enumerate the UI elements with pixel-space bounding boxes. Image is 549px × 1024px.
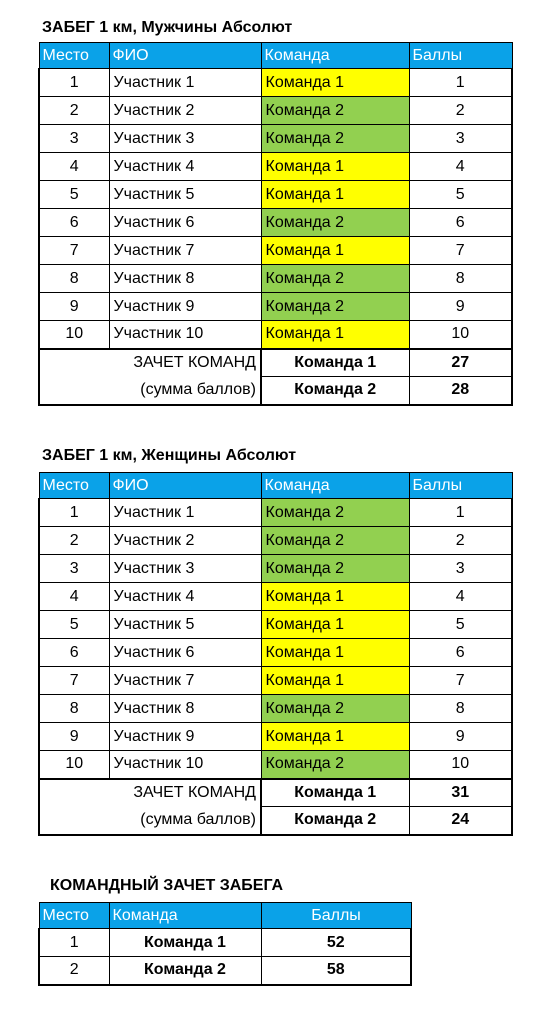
place-cell: 5 — [39, 611, 109, 639]
team-cell: Команда 2 — [261, 695, 409, 723]
place-cell: 9 — [39, 723, 109, 751]
points-cell: 10 — [409, 321, 512, 349]
table-row — [39, 153, 512, 181]
table1-title: ЗАБЕГ 1 км, Мужчины Абсолют — [42, 19, 293, 36]
place-cell: 3 — [39, 125, 109, 153]
participant-name: Участник 1 — [109, 69, 261, 97]
points-cell: 52 — [261, 929, 411, 957]
team-cell: Команда 1 — [261, 181, 409, 209]
participant-name: Участник 9 — [109, 723, 261, 751]
header-points: Баллы — [261, 903, 411, 929]
table-row — [39, 181, 512, 209]
team-cell: Команда 1 — [261, 321, 409, 349]
team-cell: Команда 1 — [261, 667, 409, 695]
participant-name: Участник 10 — [109, 751, 261, 779]
place-cell: 10 — [39, 751, 109, 779]
table-row — [39, 583, 512, 611]
summary-team: Команда 1 — [261, 779, 409, 807]
team-cell: Команда 2 — [261, 527, 409, 555]
points-cell: 2 — [409, 527, 512, 555]
header-place: Место — [39, 43, 109, 69]
summary-points: 28 — [409, 377, 512, 405]
table3-title: КОМАНДНЫЙ ЗАЧЕТ ЗАБЕГА — [50, 877, 284, 894]
points-cell: 58 — [261, 957, 411, 985]
place-cell: 7 — [39, 237, 109, 265]
place-cell: 8 — [39, 265, 109, 293]
table-row — [39, 265, 512, 293]
table-row — [39, 237, 512, 265]
summary-points: 24 — [409, 807, 512, 835]
participant-name: Участник 2 — [109, 527, 261, 555]
header-place: Место — [39, 473, 109, 499]
team-cell: Команда 2 — [261, 125, 409, 153]
points-cell: 3 — [409, 125, 512, 153]
table-header-row — [39, 473, 512, 499]
participant-name: Участник 4 — [109, 153, 261, 181]
header-name: ФИО — [109, 473, 261, 499]
team-cell: Команда 1 — [261, 611, 409, 639]
team-cell: Команда 2 — [261, 555, 409, 583]
place-cell: 3 — [39, 555, 109, 583]
participant-name: Участник 10 — [109, 321, 261, 349]
team-cell: Команда 1 — [109, 929, 261, 957]
points-cell: 9 — [409, 723, 512, 751]
participant-name: Участник 6 — [109, 639, 261, 667]
team-cell: Команда 2 — [261, 751, 409, 779]
participant-name: Участник 7 — [109, 237, 261, 265]
summary-row-1 — [39, 349, 512, 377]
team-cell: Команда 1 — [261, 583, 409, 611]
participant-name: Участник 4 — [109, 583, 261, 611]
table-row — [39, 125, 512, 153]
table-row — [39, 97, 512, 125]
points-cell: 1 — [409, 499, 512, 527]
place-cell: 9 — [39, 293, 109, 321]
table-row — [39, 321, 512, 349]
place-cell: 4 — [39, 153, 109, 181]
summary-row-1 — [39, 779, 512, 807]
table-row — [39, 209, 512, 237]
summary-label: ЗАЧЕТ КОМАНД — [39, 779, 261, 807]
table-row — [39, 957, 411, 985]
team-cell: Команда 2 — [261, 499, 409, 527]
participant-name: Участник 8 — [109, 265, 261, 293]
place-cell: 2 — [39, 957, 109, 985]
table-row — [39, 723, 512, 751]
summary-sublabel: (сумма баллов) — [39, 377, 261, 405]
header-points: Баллы — [409, 43, 512, 69]
points-cell: 3 — [409, 555, 512, 583]
table-row — [39, 751, 512, 779]
participant-name: Участник 8 — [109, 695, 261, 723]
participant-name: Участник 7 — [109, 667, 261, 695]
team-cell: Команда 2 — [261, 293, 409, 321]
points-cell: 7 — [409, 667, 512, 695]
participant-name: Участник 6 — [109, 209, 261, 237]
table-row — [39, 555, 512, 583]
points-cell: 5 — [409, 181, 512, 209]
table-row — [39, 527, 512, 555]
points-cell: 4 — [409, 153, 512, 181]
points-cell: 2 — [409, 97, 512, 125]
participant-name: Участник 5 — [109, 181, 261, 209]
place-cell: 4 — [39, 583, 109, 611]
place-cell: 8 — [39, 695, 109, 723]
summary-team: Команда 2 — [261, 377, 409, 405]
points-cell: 6 — [409, 639, 512, 667]
table-row — [39, 929, 411, 957]
table-header-row — [39, 43, 512, 69]
table-row — [39, 611, 512, 639]
summary-label: ЗАЧЕТ КОМАНД — [39, 349, 261, 377]
summary-row-2 — [39, 807, 512, 835]
points-cell: 5 — [409, 611, 512, 639]
header-place: Место — [39, 903, 109, 929]
table-row — [39, 695, 512, 723]
header-name: ФИО — [109, 43, 261, 69]
header-points: Баллы — [409, 473, 512, 499]
place-cell: 6 — [39, 639, 109, 667]
points-cell: 8 — [409, 265, 512, 293]
header-team: Команда — [109, 903, 261, 929]
points-cell: 10 — [409, 751, 512, 779]
place-cell: 6 — [39, 209, 109, 237]
summary-team: Команда 2 — [261, 807, 409, 835]
team-cell: Команда 2 — [261, 209, 409, 237]
team-cell: Команда 1 — [261, 723, 409, 751]
summary-team: Команда 1 — [261, 349, 409, 377]
place-cell: 7 — [39, 667, 109, 695]
header-team: Команда — [261, 43, 409, 69]
participant-name: Участник 5 — [109, 611, 261, 639]
place-cell: 2 — [39, 97, 109, 125]
header-team: Команда — [261, 473, 409, 499]
men-results-table — [38, 42, 513, 406]
place-cell: 1 — [39, 929, 109, 957]
points-cell: 8 — [409, 695, 512, 723]
place-cell: 2 — [39, 527, 109, 555]
table-row — [39, 293, 512, 321]
points-cell: 9 — [409, 293, 512, 321]
summary-points: 31 — [409, 779, 512, 807]
participant-name: Участник 3 — [109, 125, 261, 153]
team-cell: Команда 1 — [261, 237, 409, 265]
team-cell: Команда 2 — [261, 97, 409, 125]
team-standings-table — [38, 902, 412, 986]
team-cell: Команда 1 — [261, 639, 409, 667]
summary-points: 27 — [409, 349, 512, 377]
team-cell: Команда 2 — [109, 957, 261, 985]
table-row — [39, 69, 512, 97]
place-cell: 5 — [39, 181, 109, 209]
team-cell: Команда 2 — [261, 265, 409, 293]
points-cell: 7 — [409, 237, 512, 265]
table-row — [39, 499, 512, 527]
participant-name: Участник 9 — [109, 293, 261, 321]
team-cell: Команда 1 — [261, 153, 409, 181]
summary-sublabel: (сумма баллов) — [39, 807, 261, 835]
participant-name: Участник 3 — [109, 555, 261, 583]
table-header-row — [39, 903, 411, 929]
place-cell: 10 — [39, 321, 109, 349]
points-cell: 4 — [409, 583, 512, 611]
points-cell: 6 — [409, 209, 512, 237]
participant-name: Участник 1 — [109, 499, 261, 527]
women-results-table — [38, 472, 513, 836]
place-cell: 1 — [39, 499, 109, 527]
participant-name: Участник 2 — [109, 97, 261, 125]
place-cell: 1 — [39, 69, 109, 97]
team-cell: Команда 1 — [261, 69, 409, 97]
table-row — [39, 667, 512, 695]
table-row — [39, 639, 512, 667]
table2-title: ЗАБЕГ 1 км, Женщины Абсолют — [42, 447, 297, 464]
points-cell: 1 — [409, 69, 512, 97]
summary-row-2 — [39, 377, 512, 405]
